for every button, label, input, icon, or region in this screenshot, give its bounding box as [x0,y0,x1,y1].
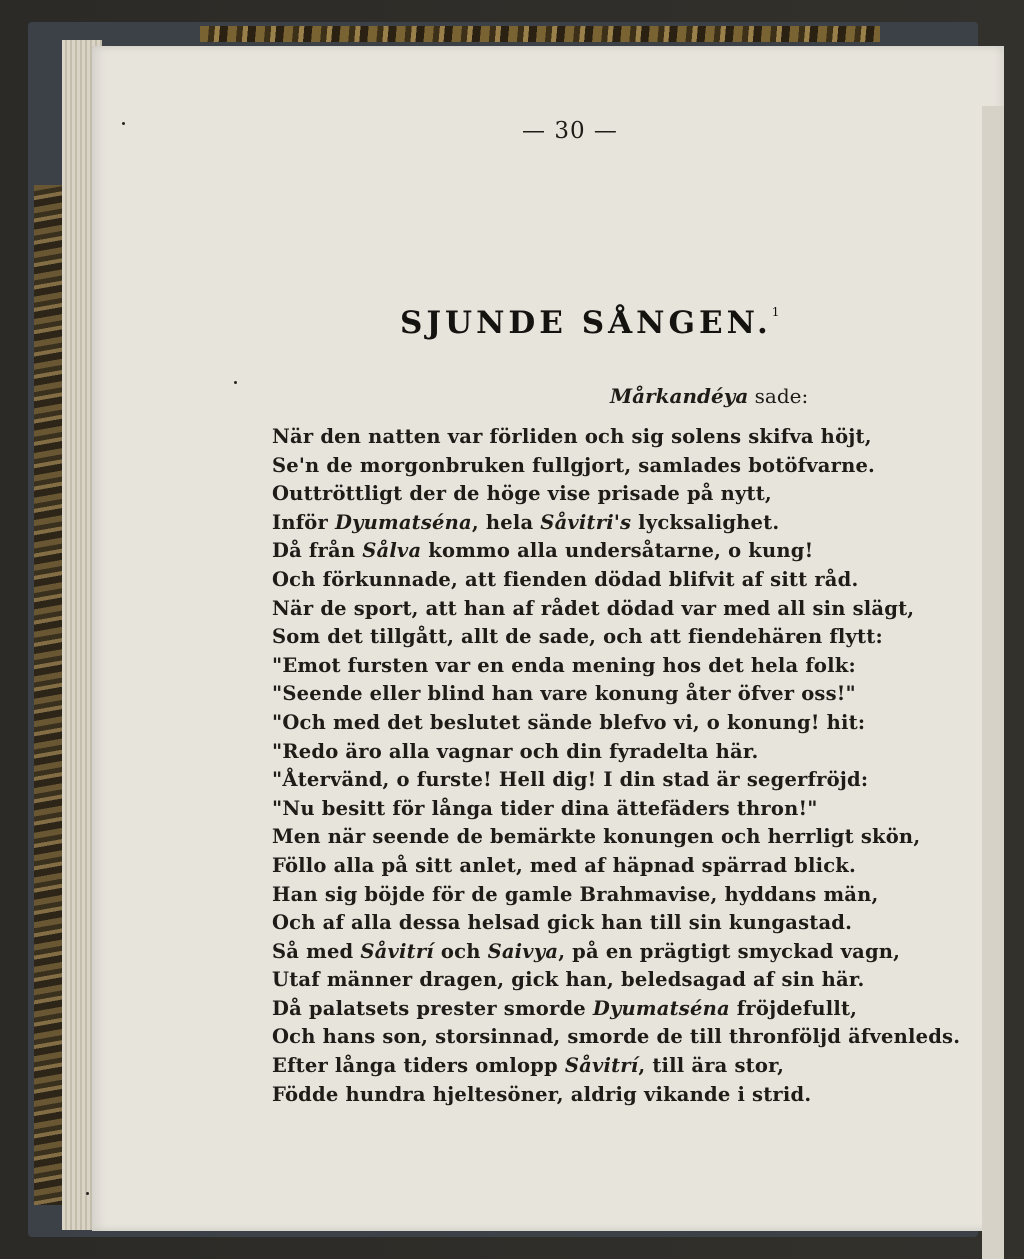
verse-segment: När de sport, att han af rådet dödad var med all sin slägt, [272,596,915,620]
verse-segment: Så med [272,939,361,963]
verse-segment: Då palatsets prester smorde [272,996,593,1020]
verse-name: Såvitrí [564,1054,639,1078]
verse-segment: Outtröttligt der de höge vise prisade på nytt, [272,482,772,506]
verse-line [272,480,932,509]
verse-segment: , hela [471,510,541,534]
verse-segment: och [433,939,488,963]
speaker-suffix: sade: [748,384,809,408]
verse-name: Saivya [487,939,559,963]
verse-line [272,881,932,910]
verse-segment: "Och med det beslutet sände blefvo vi, o konung! hit: [272,710,866,734]
verse-line [272,1052,932,1081]
verse-segment: kommo alla undersåtarne, o kung! [421,539,814,563]
verse-segment: , på en prägtigt smyckad vagn, [558,939,901,963]
page-number: — 30 — [522,118,618,144]
verse-segment: Inför [272,510,335,534]
verse-segment: "Redo äro alla vagnar och din fyradelta här. [272,739,759,763]
verse-line [272,1023,961,1052]
verse-segment: Föllo alla på sitt anlet, med af häpnad spärrad blick. [272,853,856,877]
verse-line [272,766,932,795]
verse-line [272,1081,932,1110]
verse-line [272,652,932,681]
verse-segment: När den natten var förliden och sig solens skifva höjt, [272,425,872,448]
verse-segment: fröjdefullt, [729,996,858,1020]
verse-name: Dyumatséna [592,996,730,1020]
verse-segment: Födde hundra hjeltesöner, aldrig vikande i strid. [272,1082,812,1106]
verse-segment: Och hans son, storsinnad, smorde de till thronföljd äfvenleds. [272,1025,961,1049]
verse-segment: Han sig böjde för de gamle Brahmavise, hyddans män, [272,882,879,906]
verse-line [272,852,932,881]
verse-segment: Men när seende de bemärkte konungen och herrligt skön, [272,825,921,849]
verse-name: Dyumatséna [334,510,472,534]
speaker-line [610,384,808,408]
footnote-marker: 1 [771,305,780,319]
verse-name: Såvitri's [540,510,632,534]
verse-line [272,680,932,709]
chapter-heading [400,305,779,341]
verse-line [272,423,932,452]
chapter-heading-text: SJUNDE SÅNGEN. [400,305,772,341]
verse-line [272,623,932,652]
verse-segment: , till ära stor, [638,1054,785,1078]
verse-name: Sålva [362,539,422,563]
verse-line [272,909,932,938]
verse-segment: "Seende eller blind han vare konung åter öfver oss!" [272,682,856,706]
verse-segment: Då från [272,539,363,563]
verse-line [272,795,932,824]
verse-line [272,537,932,566]
verse-name: Såvitrí [360,939,434,963]
verse-body [272,423,961,1109]
paper-speck [122,122,125,125]
verse-line [272,595,932,624]
verse-segment: "Återvänd, o furste! Hell dig! I din stad är segerfröjd: [272,768,869,792]
verse-segment: "Emot fursten var en enda mening hos det hela folk: [272,653,856,677]
speaker-name: Mårkandéya [610,384,749,408]
verse-segment: Som det tillgått, allt de sade, och att fiendehären flytt: [272,625,883,649]
verse-line [272,452,932,481]
verse-line [272,509,932,538]
verse-line [272,709,932,738]
verse-line [272,966,932,995]
verse-segment: Och af alla dessa helsad gick han till sin kungastad. [272,911,853,935]
verse-line [272,566,932,595]
verse-segment: Efter långa tiders omlopp [272,1054,565,1078]
verse-segment: "Nu besitt för långa tider dina ättefäders thron!" [272,796,818,820]
paper-speck [86,1192,89,1195]
verse-segment: Se'n de morgonbruken fullgjort, samlades botöfvarne. [272,453,876,477]
paper-speck [234,381,237,384]
verse-segment: lycksalighet. [631,510,780,534]
verse-line [272,823,932,852]
verse-segment: Utaf männer dragen, gick han, beledsagad af sin här. [272,968,865,992]
verse-line [272,738,932,767]
verse-line [272,995,932,1024]
verse-line [272,938,932,967]
verse-segment: Och förkunnade, att fienden dödad blifvit af sitt råd. [272,567,859,591]
